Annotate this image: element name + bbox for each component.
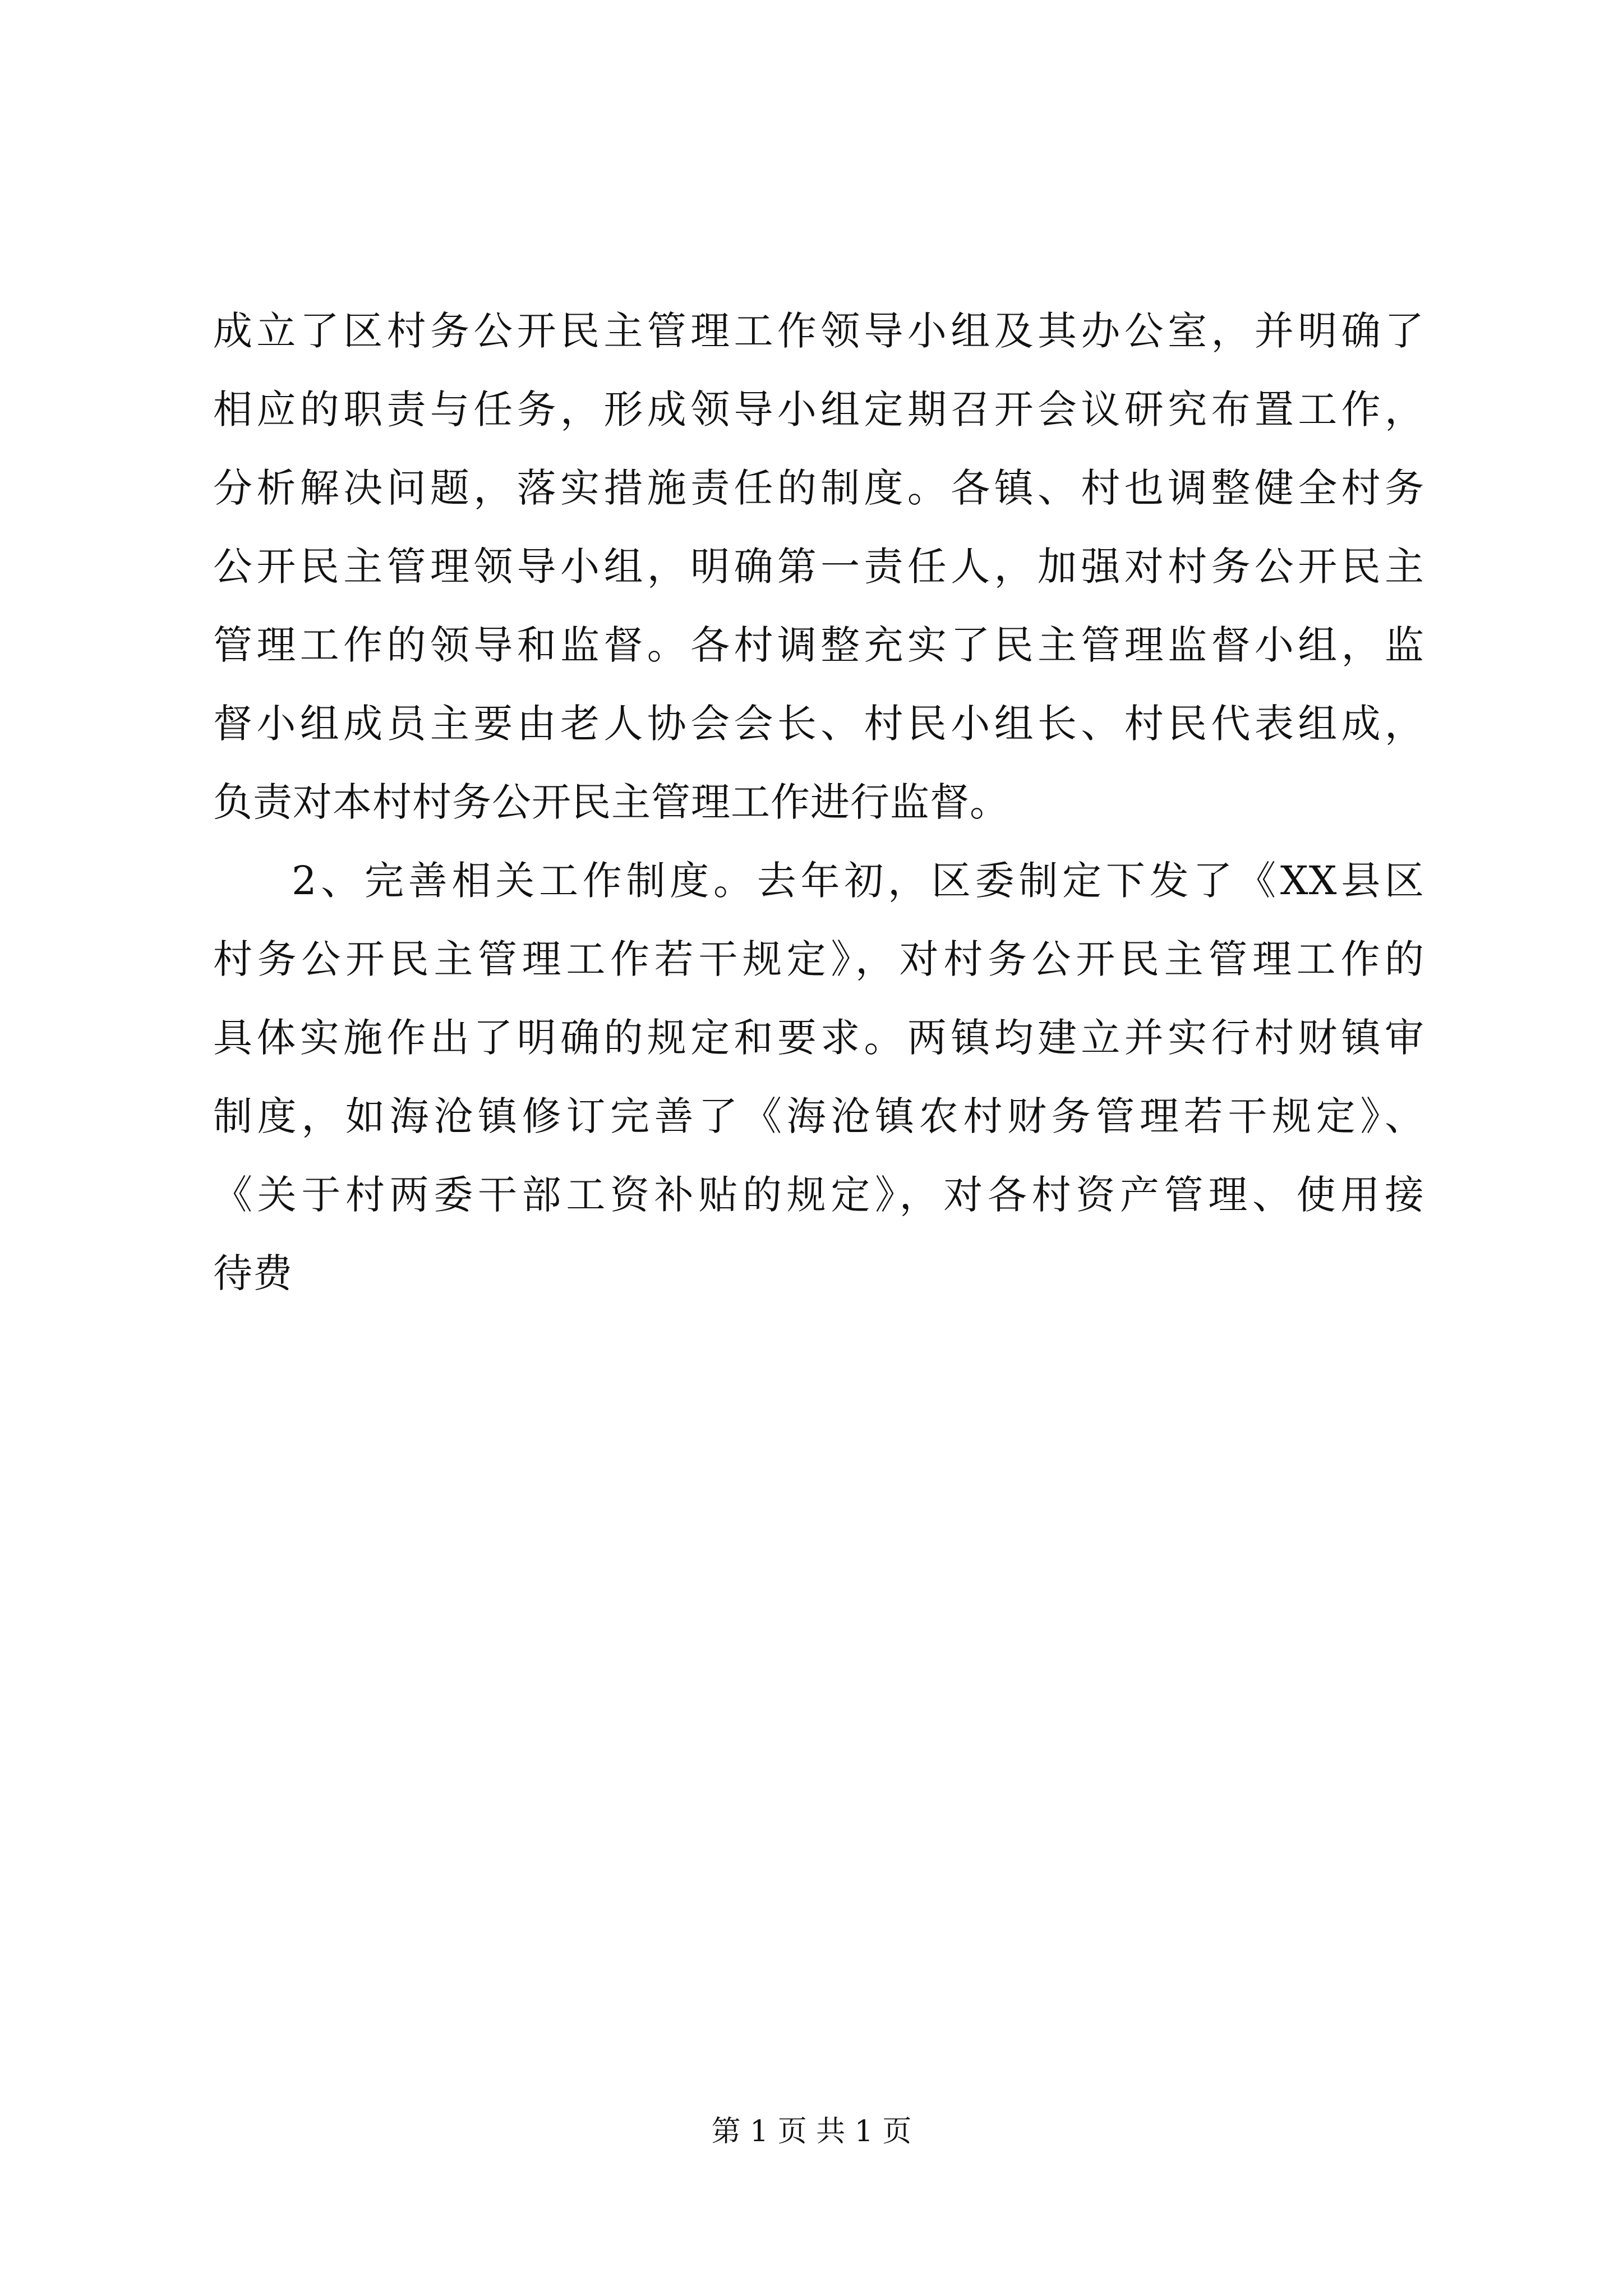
text-line: 相应的职责与任务，形成领导小组定期召开会议研究布置工作， [213, 386, 1424, 432]
text-line: 督小组成员主要由老人协会会长、村民小组长、村民代表组成， [213, 701, 1424, 747]
text-line: 制度，如海沧镇修订完善了《海沧镇农村财务管理若干规定》、 [213, 1093, 1424, 1139]
text-line: 管理工作的领导和监督。各村调整充实了民主管理监督小组，监 [213, 622, 1424, 668]
text-line: 具体实施作出了明确的规定和要求。两镇均建立并实行村财镇审 [213, 1015, 1424, 1061]
text-line: 负责对本村村务公开民主管理工作进行监督。 [213, 779, 1009, 825]
text-line: 公开民主管理领导小组，明确第一责任人，加强对村务公开民主 [213, 544, 1424, 590]
text-line: 成立了区村务公开民主管理工作领导小组及其办公室，并明确了 [213, 308, 1424, 354]
body-text [213, 292, 1424, 1313]
text-line: 《关于村两委干部工资补贴的规定》，对各村资产管理、使用接 [213, 1172, 1424, 1218]
text-line: 待费 [213, 1250, 293, 1296]
page-footer: 第 1 页 共 1 页 [711, 2115, 912, 2148]
text-line: 村务公开民主管理工作若干规定》，对村务公开民主管理工作的 [213, 936, 1424, 982]
text-line: 2、完善相关工作制度。去年初，区委制定下发了《XX县区 [292, 858, 1424, 904]
text-line: 分析解决问题，落实措施责任的制度。各镇、村也调整健全村务 [213, 465, 1424, 511]
